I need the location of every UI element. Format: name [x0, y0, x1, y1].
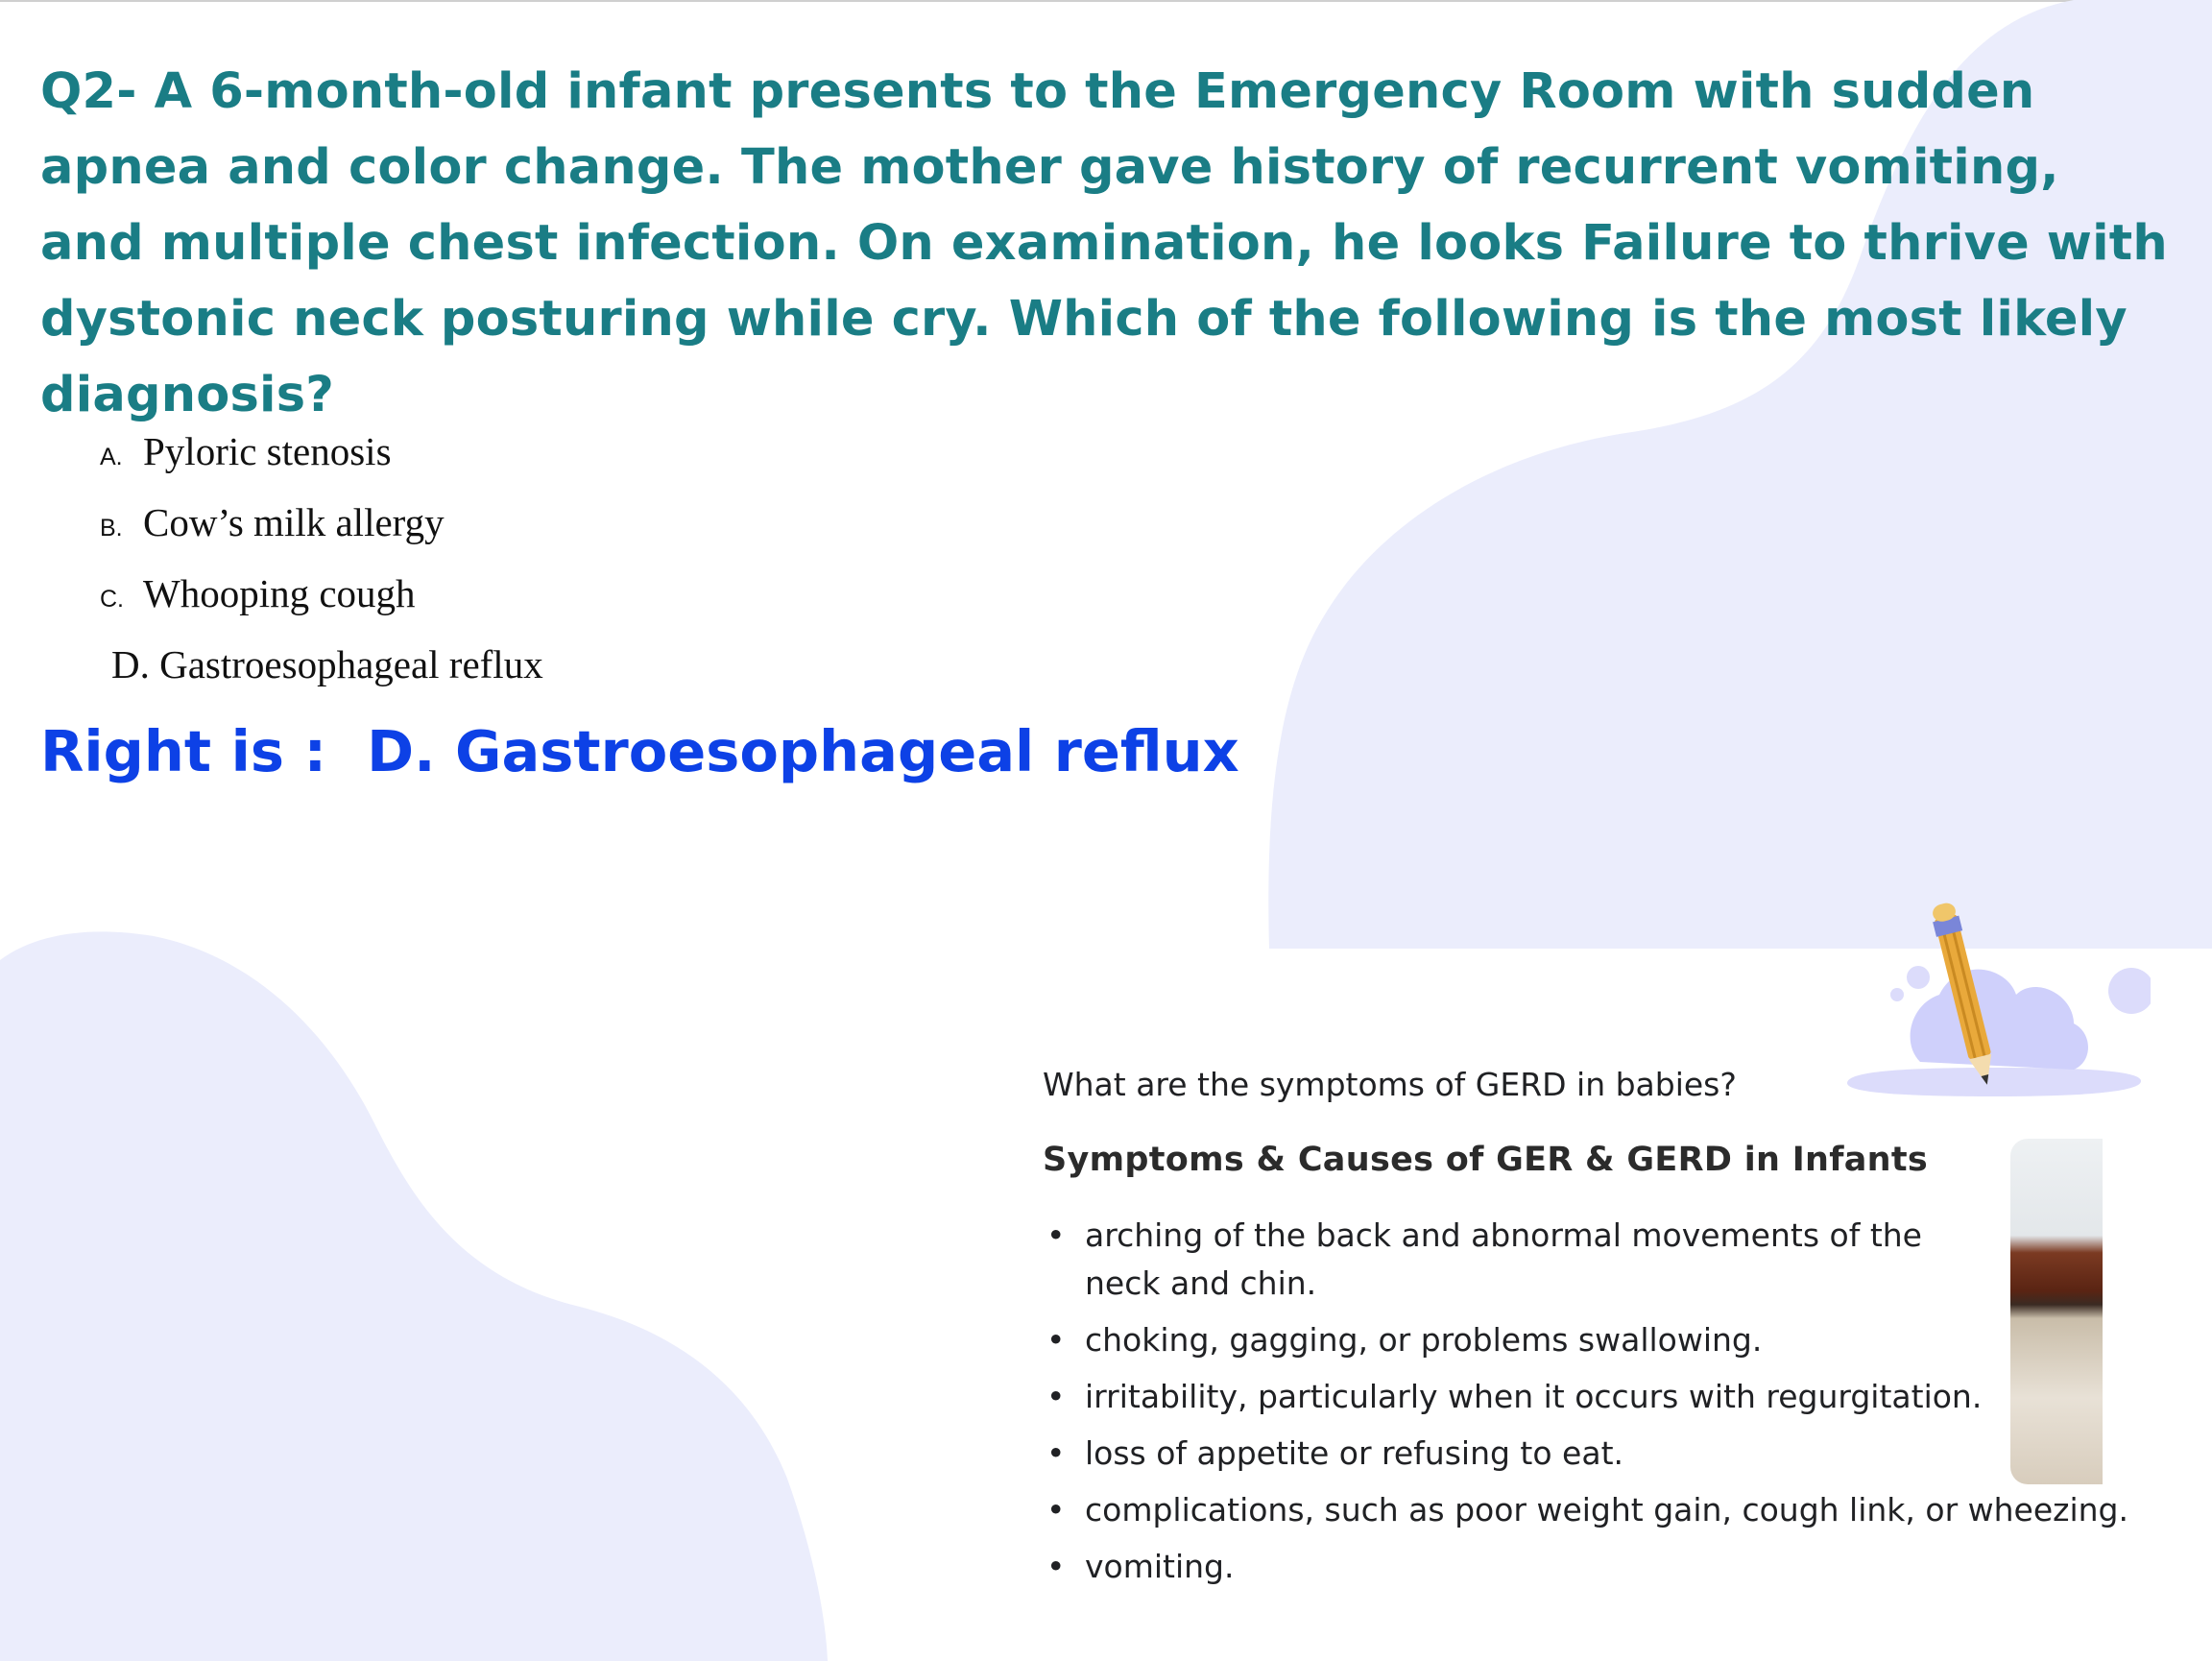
gerd-symptom-list: [1043, 1212, 2147, 1600]
option-c-letter: C.: [100, 586, 124, 613]
option-d[interactable]: [111, 641, 543, 687]
bullet: •: [1046, 1491, 1066, 1529]
bullet: •: [1046, 1434, 1066, 1472]
list-item: [1043, 1430, 2147, 1478]
list-item: [1043, 1543, 2147, 1591]
list-item-text: vomiting.: [1085, 1548, 1235, 1585]
room-photo-thumbnail[interactable]: [2010, 1139, 2103, 1484]
option-a-letter: A.: [100, 444, 123, 470]
answer-value: D. Gastroesophageal reflux: [367, 718, 1239, 784]
gerd-question: What are the symptoms of GERD in babies?: [1043, 1066, 1737, 1103]
list-item: [1043, 1486, 2147, 1534]
bottom-left-blob: [0, 931, 828, 1661]
list-item-text: choking, gagging, or problems swallowing.: [1085, 1321, 1763, 1359]
option-a-text: Pyloric stenosis: [143, 429, 392, 473]
gerd-heading: Symptoms & Causes of GER & GERD in Infants: [1043, 1141, 1929, 1179]
right-answer: [40, 718, 1239, 784]
list-item-text: loss of appetite or refusing to eat.: [1085, 1434, 1623, 1472]
question-text: Q2- A 6-month-old infant presents to the Emergency Room with sudden apnea and color change. The mother gave history of recurrent vomiting, and multiple chest infection. On examination, he looks Failure to thrive with dystonic neck posturing while cry. Which of the following is the most likely diagnosis?: [40, 63, 2168, 423]
option-a[interactable]: [100, 428, 392, 474]
option-d-text: D. Gastroesophageal reflux: [111, 642, 543, 686]
bullet: •: [1046, 1216, 1066, 1254]
list-item: [1043, 1316, 2147, 1364]
option-b[interactable]: [100, 499, 445, 545]
pencil-icon: [1843, 899, 2151, 1110]
answer-label: Right is :: [40, 718, 327, 784]
bullet: •: [1046, 1321, 1066, 1359]
bullet: •: [1046, 1378, 1066, 1415]
option-c-text: Whooping cough: [143, 571, 416, 615]
option-b-letter: B.: [100, 515, 123, 542]
list-item: [1043, 1212, 1930, 1308]
bullet: •: [1046, 1548, 1066, 1585]
list-item-text: irritability, particularly when it occurs with regurgitation.: [1085, 1378, 1983, 1415]
option-b-text: Cow’s milk allergy: [143, 500, 445, 544]
list-item-text: complications, such as poor weight gain, cough link, or wheezing.: [1085, 1491, 2128, 1529]
option-c[interactable]: [100, 570, 416, 616]
list-item-text: arching of the back and abnormal movements of the neck and chin.: [1085, 1216, 1922, 1302]
list-item: [1043, 1373, 2147, 1421]
